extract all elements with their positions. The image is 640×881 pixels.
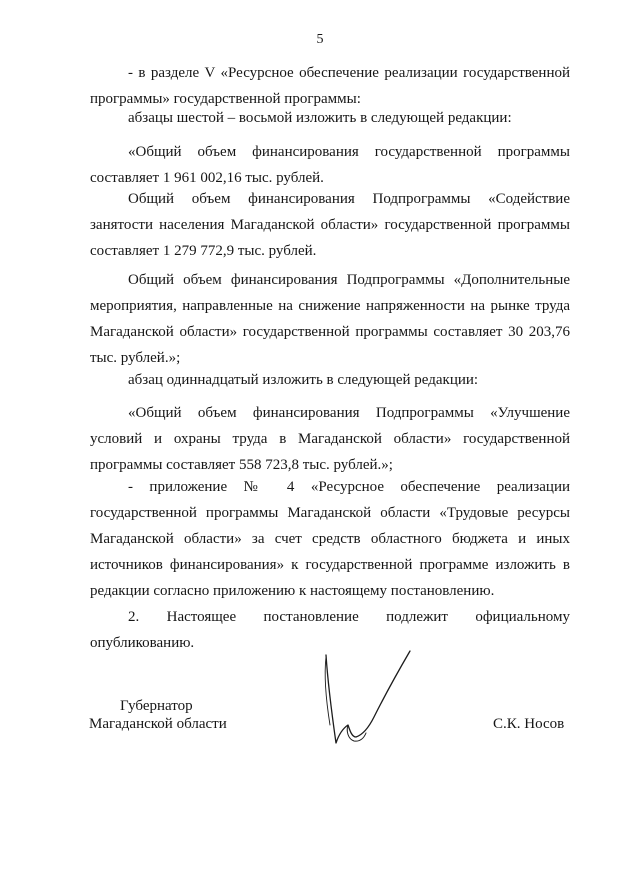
signatory-title-line2: Магаданской области <box>89 716 227 732</box>
paragraph-abzats-6-8: абзацы шестой – восьмой изложить в следующей редакции: <box>128 110 512 126</box>
page-number: 5 <box>316 32 324 47</box>
paragraph-section-v: - в разделе V «Ресурсное обеспечение реализации государственной программы» государственной программы: <box>90 65 570 107</box>
signatory-title-line1: Губернатор <box>120 698 193 714</box>
paragraph-subprogram-labor-market: Общий объем финансирования Подпрограммы «Дополнительные мероприятия, направленные на снижение напряженности на рынке труда Магаданской области» государственной программы составляет 30 203,76 тыс. рублей.»; <box>90 272 570 366</box>
paragraph-publication: 2. Настоящее постановление подлежит официальному опубликованию. <box>90 609 570 651</box>
signatory-name: С.К. Носов <box>493 716 565 732</box>
paragraph-abzats-11: абзац одиннадцатый изложить в следующей редакции: <box>128 372 479 388</box>
paragraph-appendix-4: - приложение № 4 «Ресурсное обеспечение реализации государственной программы Магаданской области «Трудовые ресурсы Магаданской области» за счет средств областного бюджета и иных источников финансирования» к государственной программе изложить в редакции согласно приложению к настоящему постановлению. <box>90 479 570 599</box>
paragraph-subprogram-employment: Общий объем финансирования Подпрограммы «Содействие занятости населения Магаданской области» государственной программы составляет 1 279 772,9 тыс. рублей. <box>90 191 570 259</box>
paragraph-total-funding: «Общий объем финансирования государственной программы составляет 1 961 002,16 тыс. рублей. <box>90 144 570 186</box>
paragraph-subprogram-labor-safety: «Общий объем финансирования Подпрограммы «Улучшение условий и охраны труда в Магаданской области» государственной программы составляет 558 723,8 тыс. рублей.»; <box>90 405 570 473</box>
handwritten-signature <box>318 645 414 750</box>
